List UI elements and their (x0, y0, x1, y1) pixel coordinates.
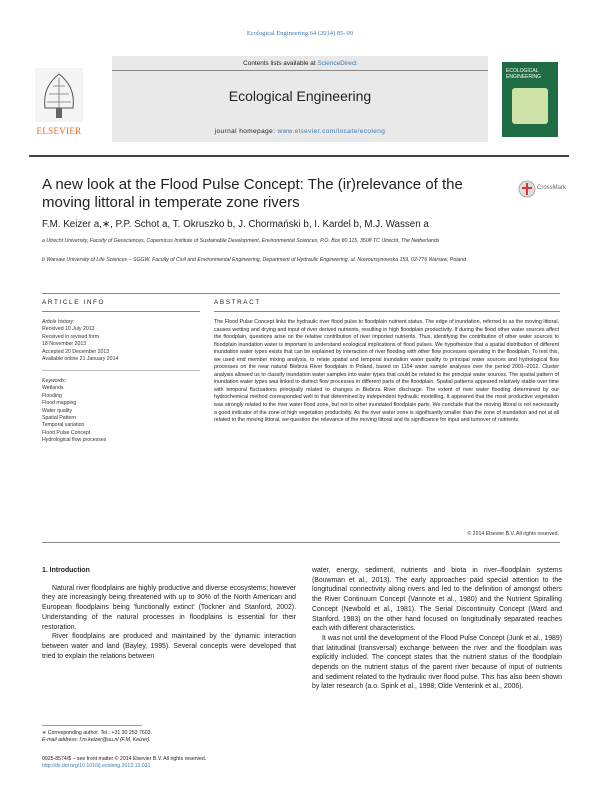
keyword: Temporal variation (42, 422, 85, 429)
journal-citation[interactable]: Ecological Engineering 64 (2014) 85–99 (246, 30, 354, 37)
intro-paragraph: water, energy, sediment, nutrients and biota in river–floodplain systems (Bouwman et al., 2013). The early approaches paid special attention to the longitudinal connectivity along rivers and led to the definition of amongst others the River Continuum Concept (Vannote et al., 1980) and the Nutrient Spiralling Concept (Newbold et al., 1981). The Serial Discontinuity Concept (Ward and Stanford, 1983) on the other hand focused on longitudinally separated reaches each with different characteristics. (312, 567, 562, 633)
history-item: Received 10 July 2013 (42, 326, 95, 333)
abstract-rule (214, 311, 560, 312)
history-item: Received in revised form (42, 333, 100, 340)
homepage-link[interactable]: www.elsevier.com/locate/ecoleng (277, 128, 386, 135)
journal-cover-image (502, 62, 558, 137)
keywords (42, 378, 200, 445)
journal-header (112, 56, 488, 142)
abstract-heading: ABSTRACT (214, 299, 261, 306)
history-item: Available online 21 January 2014 (42, 356, 119, 363)
keyword: Wetlands (42, 385, 64, 392)
elsevier-logo (29, 64, 89, 140)
keyword: Flooding (42, 392, 62, 399)
crossmark-badge[interactable] (518, 176, 568, 202)
issn-line: 0925-8574/$ – see front matter © 2014 Elsevier B.V. All rights reserved. (42, 756, 207, 762)
footnote-rule (42, 725, 142, 726)
contents-line (112, 60, 488, 67)
intro-paragraph: Natural river floodplains are highly productive and diverse ecosystems; however they are increasingly being threatened with up to 90% of the North American and European floodplains being 'functionally extinct' (Tockner and Stanford, 2002). Understanding of the natural processes in floodplains is essential for their restoration. (42, 584, 296, 631)
section-rule-top (42, 293, 560, 294)
corresponding-author: ∗ Corresponding author. Tel.: +31 30 253 7603. (42, 730, 152, 736)
footnotes (42, 730, 302, 745)
keywords-label: Keywords: (42, 378, 67, 384)
intro-left-column (42, 566, 296, 661)
cover-title: ECOLOGICAL ENGINEERING (506, 68, 542, 80)
copyright: © 2014 Elsevier B.V. All rights reserved. (467, 531, 559, 537)
email-address[interactable]: E-mail address: f.m.keizer@uu.nl (F.M. Keizer). (42, 737, 151, 744)
history-label: Article history: (42, 319, 75, 325)
article-info-heading: ARTICLE INFO (42, 299, 106, 306)
abstract-text: The Flood Pulse Concept links the hydraulic river flood pulse to floodplain nutrient status. The edge of inundation, referred to as the moving littoral, causes wetting and drying and input of river derived nutrients, resulting in high floodplain productivity. If during the flood other water sources affect the floodplain, questions arise on the relative contribution of river imported nutrients. Thus, identifying the contribution of other water sources to floodplain inundation water is important to understand ecological implications of flood pulses. We hypothesize that a spatial distribution of different inundation water types exists that can be explained by interaction of river flooding with other flow processes operating in the floodplain. To test this, we used end member mixing analysis, to relate spatial and temporal inundation water quality to principal water sources and hydrological flow processes on the near natural Biebrza River floodplain in Poland, based on 1154 water sample analyses over the period 2001–2012. Cluster analysis allowed us to classify inundation water samples into water types that could be related to the principal water sources. The spatial pattern of inundation water types was linked to distinct flow processes in different parts of the floodplain. Spatial patterns appeared relatively stable over time with temporal fluctuations principally related to changes in Biebrza River discharge. The extent of river water flooding determined by our hydrochemical method corresponded well to that determined by independent hydraulic modelling. It appeared that the most productive vegetation was strongly related to the river water flood zone, but not to other inundated floodplain parts. We conclude that the moving littoral is not necessarily a good indicator of the zone of high vegetation productivity. As the river water zone is significantly smaller than the zone of inundation and not at all related to the moving littoral, we question the relevance of the moving littoral and its significance for input and turnover of nutrients. (214, 319, 559, 424)
sciencedirect-link[interactable]: ScienceDirect (317, 60, 357, 67)
journal-homepage (112, 128, 488, 135)
affiliation-a: a Utrecht University, Faculty of Geosciences, Copernicus Institute of Sustainable Development, Environmental Sciences, P.O. Box 80.115, 3508 TC Utrecht, The Netherlands (42, 238, 440, 244)
article-title: A new look at the Flood Pulse Concept: The (ir)relevance of the moving littoral in temperate zone rivers (42, 176, 463, 211)
keyword: Water quality (42, 407, 73, 414)
crossmark-label: CrossMark (537, 185, 567, 191)
crossmark-icon (518, 180, 536, 198)
keyword: Flood Pulse Concept (42, 429, 91, 436)
intro-paragraph: River floodplains are produced and maintained by the dynamic interaction between water and land (Bayley, 1995). Several concepts were developed that tried to explain the relations between (42, 633, 296, 660)
history-item: Accepted 20 December 2013 (42, 348, 110, 355)
keyword: Hydrological flow processes (42, 437, 107, 444)
keyword: Flood mapping (42, 400, 77, 407)
doi-link[interactable]: http://dx.doi.org/10.1016/j.ecoleng.2013.12.031 (42, 763, 151, 770)
publication-info (42, 756, 342, 771)
elsevier-wordmark: ELSEVIER (36, 126, 82, 136)
header-divider (29, 155, 569, 157)
journal-name: Ecological Engineering (228, 88, 372, 104)
history-item: 18 November 2013 (42, 341, 87, 348)
header-rule (112, 70, 488, 71)
contents-prefix: Contents lists available at (243, 60, 318, 67)
author-list: F.M. Keizer a,∗, P.P. Schot a, T. Okruszko b, J. Chormański b, I. Kardel b, M.J. Wassen a (42, 219, 429, 230)
intro-heading: 1. Introduction (42, 567, 90, 574)
article-info-rule (42, 311, 200, 312)
cover-illustration (512, 88, 548, 124)
homepage-prefix: journal homepage: (214, 128, 278, 135)
article-history (42, 319, 200, 363)
keyword: Spatial Pattern (42, 415, 77, 422)
section-rule-bottom (42, 542, 560, 543)
info-divider (42, 370, 200, 371)
intro-paragraph: It was not until the development of the Flood Pulse Concept (Junk et al., 1989) that latitudinal (transversal) exchange between the river and the floodplain was explicitly included. The concept states that the nutrient status of the floodplain depends on the nutrient status of the parent river because of input of nutrients and sediment related to the hydraulic river flood pulse. This has also been shown by later research (a.o. Spink et al., 1998; Olde Venterink et al., 2006). (312, 634, 562, 691)
affiliation-b: b Warsaw University of Life Sciences – SGGW, Faculty of Civil and Environmental Engineering, Department of Hydraulic Engineering, ul. Nowoursynowska 159, 02-776 Warsaw, Poland (42, 257, 467, 263)
intro-right-column (312, 566, 562, 692)
